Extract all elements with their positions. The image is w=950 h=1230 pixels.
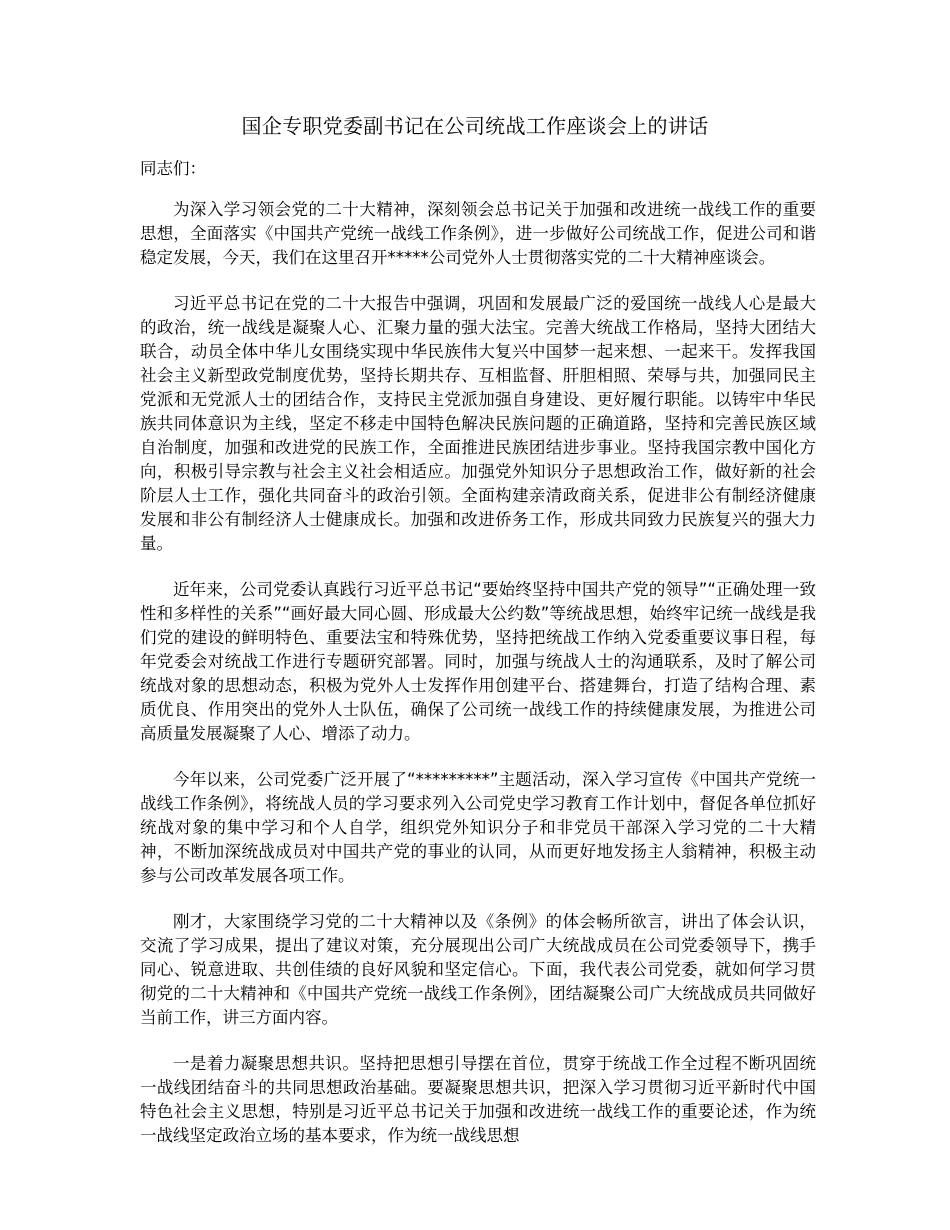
- paragraph: 刚才，大家围绕学习党的二十大精神以及《条例》的体会畅所欲言，讲出了体会认识，交流了学习成果，提出了建议对策，充分展现出公司广大统战成员在公司党委领导下，携手同心、锐意进取、共创佳绩的良好风貌和坚定信心。下面，我代表公司党委，就如何学习贯彻党的二十大精神和《中国共产党统一战线工作条例》，团结凝聚公司广大统战成员共同做好当前工作，讲三方面内容。: [140, 912, 816, 1027]
- document-title: 国企专职党委副书记在公司统战工作座谈会上的讲话: [241, 114, 709, 138]
- paragraph: 一是着力凝聚思想共识。坚持把思想引导摆在首位，贯穿于统战工作全过程不断巩固统一战线团结奋斗的共同思想政治基础。要凝聚思想共识，把深入学习贯彻习近平新时代中国特色社会主义思想，特别是习近平总书记关于加强和改进统一战线工作的重要论述，作为统一战线坚定政治立场的基本要求，作为统一战线思想: [140, 1054, 816, 1145]
- paragraph: 近年来，公司党委认真践行习近平总书记“要始终坚持中国共产党的领导”“正确处理一致性和多样性的关系”“画好最大同心圆、形成最大公约数”等统战思想，始终牢记统一战线是我们党的建设的鲜明特色、重要法宝和特殊优势，坚持把统战工作纳入党委重要议事日程，每年党委会对统战工作进行专题研究部署。同时，加强与统战人士的沟通联系，及时了解公司统战对象的思想动态，积极为党外人士发挥作用创建平台、搭建舞台，打造了结构合理、素质优良、作用突出的党外人士队伍，确保了公司统一战线工作的持续健康发展，为推进公司高质量发展凝聚了人心、增添了动力。: [140, 580, 816, 743]
- paragraph: 为深入学习领会党的二十大精神，深刻领会总书记关于加强和改进统一战线工作的重要思想，全面落实《中国共产党统一战线工作条例》，进一步做好公司统战工作，促进公司和谐稳定发展，今天，我们在这里召开*****公司党外人士贯彻落实党的二十大精神座谈会。: [140, 200, 816, 267]
- salutation: 同志们：: [140, 159, 206, 178]
- paragraph: 习近平总书记在党的二十大报告中强调，巩固和发展最广泛的爱国统一战线人心是最大的政治，统一战线是凝聚人心、汇聚力量的强大法宝。完善大统战工作格局，坚持大团结大联合，动员全体中华儿女围绕实现中华民族伟大复兴中国梦一起来想、一起来干。发挥我国社会主义新型政党制度优势，坚持长期共存、互相监督、肝胆相照、荣辱与共，加强同民主党派和无党派人士的团结合作，支持民主党派加强自身建设、更好履行职能。以铸牢中华民族共同体意识为主线，坚定不移走中国特色解决民族问题的正确道路，坚持和完善民族区域自治制度，加强和改进党的民族工作，全面推进民族团结进步事业。坚持我国宗教中国化方向，积极引导宗教与社会主义社会相适应。加强党外知识分子思想政治工作，做好新的社会阶层人士工作，强化共同奋斗的政治引领。全面构建亲清政商关系，促进非公有制经济健康发展和非公有制经济人士健康成长。加强和改进侨务工作，形成共同致力民族复兴的强大力量。: [140, 294, 816, 553]
- document-body: [140, 198, 816, 1170]
- paragraph: 今年以来，公司党委广泛开展了“*********”主题活动，深入学习宣传《中国共产党统一战线工作条例》，将统战人员的学习要求列入公司党史学习教育工作计划中，督促各单位抓好统战对象的集中学习和个人自学，组织党外知识分子和非党员干部深入学习党的二十大精神，不断加深统战成员对中国共产党的事业的认同，从而更好地发扬主人翁精神，积极主动参与公司改革发展各项工作。: [140, 770, 816, 885]
